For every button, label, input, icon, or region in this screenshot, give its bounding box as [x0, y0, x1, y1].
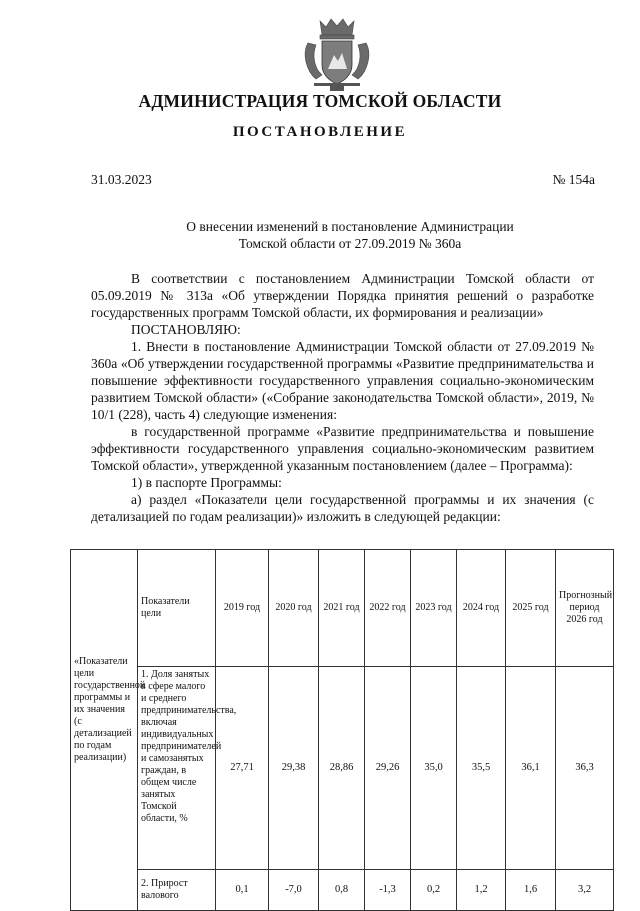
table-cell: 1,2 [457, 870, 506, 911]
table-cell: 0,2 [411, 870, 457, 911]
header-2020: 2020 год [269, 550, 319, 667]
subject-line-2: Томской области от 27.09.2019 № 360а [238, 236, 462, 251]
table-cell: 28,86 [319, 667, 365, 870]
table-header-row [71, 550, 614, 667]
document-date: 31.03.2023 [91, 172, 152, 187]
paragraph-passport: 1) в паспорте Программы: [131, 475, 282, 490]
row-indicator: 1. Доля занятых в сфере малого и среднего предпринимательства, включая индивидуальных предпринимателей и самозанятых граждан, в общем числе занятых Томской области, % [138, 667, 216, 870]
document-subject [120, 218, 580, 252]
document-type: ПОСТАНОВЛЕНИЕ [232, 124, 408, 140]
coat-of-arms-emblem [300, 13, 374, 93]
table-cell: 3,2 [556, 870, 614, 911]
table-cell: 27,71 [216, 667, 269, 870]
subject-line-1: О внесении изменений в постановление Администрации [186, 219, 514, 234]
table-cell: 0,8 [319, 870, 365, 911]
table-cell: 29,26 [365, 667, 411, 870]
table-cell: 35,0 [411, 667, 457, 870]
header-2025: 2025 год [506, 550, 556, 667]
header-indicator: Показатели цели [138, 550, 216, 667]
table-cell: 36,3 [556, 667, 614, 870]
table-cell: -1,3 [365, 870, 411, 911]
header-2024: 2024 год [457, 550, 506, 667]
document-number: № 154а [552, 172, 595, 187]
document-body [91, 270, 594, 525]
table-left-label: «Показатели цели государственной программы и их значения (с детализацией по годам реализации) [71, 550, 138, 870]
paragraph-amend: 1. Внести в постановление Администрации Томской области от 27.09.2019 № 360а «Об утверждении государственной программы «Развитие предпринимательства и повышение эффективности государственного управления социально-экономическим развитием Томской области» («Собрание законодательства Томской области», 2019, № 10/1 (228), часть 4) следующие изменения: [91, 339, 594, 422]
header-2019: 2019 год [216, 550, 269, 667]
table-cell: 0,1 [216, 870, 269, 911]
paragraph-section: а) раздел «Показатели цели государственной программы и их значения (с детализацией по годам реализации)» изложить в следующей редакции: [91, 492, 594, 524]
header-2023: 2023 год [411, 550, 457, 667]
table-cell: 29,38 [269, 667, 319, 870]
header-2021: 2021 год [319, 550, 365, 667]
paragraph-basis: В соответствии с постановлением Администрации Томской области от 05.09.2019 № 313а «Об утверждении Порядка принятия решений о разработке государственных программ Томской области, их формирования и реализации» [91, 271, 594, 320]
paragraph-program: в государственной программе «Развитие предпринимательства и повышение эффективности государственного управления социально-экономическим развитием Томской области», утвержденной указанным постановлением (далее – Программа): [91, 424, 594, 473]
left-label-continuation [71, 870, 138, 911]
header-forecast: Прогнозный период 2026 год [556, 550, 614, 667]
organization-name: АДМИНИСТРАЦИЯ ТОМСКОЙ ОБЛАСТИ [138, 91, 502, 111]
table-row [71, 667, 614, 870]
header-2022: 2022 год [365, 550, 411, 667]
table-cell: 36,1 [506, 667, 556, 870]
row-indicator: 2. Прирост валового [138, 870, 216, 911]
decree-word: ПОСТАНОВЛЯЮ: [131, 322, 241, 337]
table-cell: -7,0 [269, 870, 319, 911]
table-cell: 35,5 [457, 667, 506, 870]
table-cell: 1,6 [506, 870, 556, 911]
table-row [71, 870, 614, 911]
indicators-table [70, 549, 614, 911]
